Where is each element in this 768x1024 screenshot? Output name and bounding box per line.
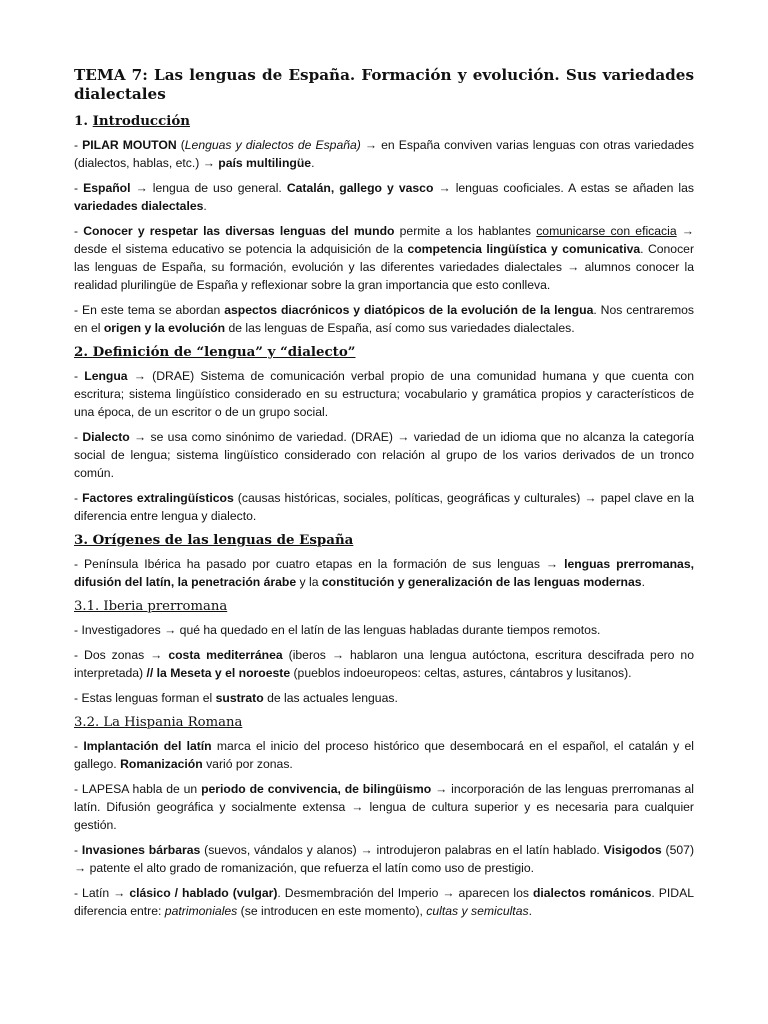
text-bold: lenguas prerromanas, difusión del latín, la penetración árabe (74, 557, 694, 589)
text-bold: Español (83, 181, 131, 195)
section-title: 2. Definición de “lengua” y “dialecto” (74, 344, 356, 360)
paragraph-lapesa (74, 780, 694, 834)
text-underlined: comunicarse con eficacia (536, 224, 677, 238)
text: → desde el sistema educativo se potencia la adquisición de la (74, 224, 694, 256)
text-bold: Implantación del latín (83, 739, 212, 753)
subsection-heading-iberia: 3.1. Iberia prerromana (74, 599, 228, 614)
text: de las actuales lenguas. (263, 691, 398, 705)
text: - Península Ibérica ha pasado por cuatro etapas en la formación de sus lenguas → (74, 557, 565, 571)
text-bold: aspectos diacrónicos y diatópicos de la evolución de la lengua (224, 303, 594, 317)
text: . Desmembración del Imperio → aparecen los (277, 886, 533, 900)
paragraph-pilar-mouton (74, 136, 694, 172)
paragraph-conocer-respetar (74, 222, 694, 294)
text: → en España conviven varias lenguas con otras variedades (dialectos, hablas, etc.) → (74, 138, 694, 170)
text: permite a los hablantes (394, 224, 537, 238)
paragraph-dialecto (74, 428, 694, 482)
text-bold: Conocer y respetar las diversas lenguas del mundo (83, 224, 395, 238)
paragraph-latin (74, 884, 694, 920)
text-bold: país multilingüe (218, 156, 312, 170)
text: → incorporación de las lenguas prerromanas al latín. Difusión geográfica y socialmente extensa → lengua de cultura superior y es necesaria para cualquier gestión. (74, 782, 695, 832)
text-bold: costa mediterránea (168, 648, 283, 662)
text: - Investigadores → qué ha quedado en el latín de las lenguas habladas durante tiempos remotos. (74, 623, 601, 637)
section-title: Introducción (92, 113, 190, 129)
text: (iberos → hablaron una lengua autóctona, escritura descifrada pero no interpretada) (74, 648, 694, 680)
text: - (74, 491, 83, 505)
text: . (311, 156, 315, 170)
paragraph-peninsula (74, 555, 694, 591)
paragraph-implantacion (74, 737, 694, 773)
paragraph-espanol (74, 179, 694, 215)
text-bold: Lengua (84, 369, 128, 383)
section-title: 3. Orígenes de las lenguas de España (74, 532, 354, 548)
text: - LAPESA habla de un (74, 782, 202, 796)
text-bold: periodo de convivencia, de bilingüismo (201, 782, 432, 796)
text: varió por zonas. (202, 757, 293, 771)
text: . (203, 199, 207, 213)
text: - En este tema se abordan (74, 303, 225, 317)
text-bold: sustrato (215, 691, 264, 705)
text: - (74, 138, 83, 152)
text: (507) → patente el alto grado de romanización, que refuerza el latín como uso de prestigio. (74, 843, 694, 875)
text-bold: Catalán, gallego y vasco (286, 181, 434, 195)
text: y la (296, 575, 322, 589)
paragraph-investigadores (74, 621, 694, 639)
text-bold: variedades dialectales (74, 199, 204, 213)
text-bold: clásico / hablado (vulgar) (129, 886, 278, 900)
text: → se usa como sinónimo de variedad. (DRAE) → variedad de un idioma que no alcanza la categoría social de lengua; sistema lingüístico considerado con relación al grupo de los varios derivados de un tronco común. (74, 430, 694, 480)
text: - (74, 369, 85, 383)
text: - (74, 181, 84, 195)
text-bold: competencia lingüística y comunicativa (407, 242, 641, 256)
section-heading-origenes (74, 532, 694, 549)
text: (suevos, vándalos y alanos) → introdujeron palabras en el latín hablado. (200, 843, 604, 857)
text: marca el inicio del proceso histórico que desembocará en el español, el catalán y el gallego. (74, 739, 694, 771)
section-number: 1. (74, 113, 93, 129)
paragraph-en-este-tema (74, 301, 694, 337)
paragraph-factores (74, 489, 694, 525)
text-bold: Dialecto (82, 430, 130, 444)
text-bold: PILAR MOUTON (82, 138, 177, 152)
text: - Estas lenguas forman el (74, 691, 216, 705)
text: . (528, 904, 532, 918)
text: → lengua de uso general. (130, 181, 287, 195)
subsection-heading-hispania: 3.2. La Hispania Romana (74, 715, 243, 730)
text: ( (176, 138, 185, 152)
paragraph-invasiones (74, 841, 694, 877)
section-heading-introduccion (74, 113, 694, 130)
section-heading-definicion (74, 344, 694, 361)
text: - (74, 843, 82, 857)
document-title: TEMA 7: Las lenguas de España. Formación y evolución. Sus variedades dialectales (74, 66, 694, 103)
text-bold: Invasiones bárbaras (81, 843, 201, 857)
text: . Nos centraremos en el (74, 303, 694, 335)
text: → lenguas cooficiales. A estas se añaden las (433, 181, 694, 195)
text-italic: Lenguas y dialectos de España) (184, 138, 361, 152)
text: - Dos zonas → (74, 648, 169, 662)
text-bold: dialectos románicos (532, 886, 652, 900)
text: . Conocer las lenguas de España, su formación, evolución y las diferentes variedades dialectales → alumnos conocer la realidad plurilingüe de España y reflexionar sobre la gran importancia que esto conlleva. (74, 242, 695, 292)
text: . (641, 575, 645, 589)
text: (causas históricas, sociales, políticas, geográficas y culturales) → papel clave en la diferencia entre lengua y dialecto. (74, 491, 694, 523)
text-bold: Visigodos (603, 843, 662, 857)
text-bold: Romanización (120, 757, 203, 771)
text-italic: cultas y semicultas (426, 904, 529, 918)
text: (se introducen en este momento), (237, 904, 427, 918)
text-bold: constitución y generalización de las lenguas modernas (321, 575, 642, 589)
text-italic: patrimoniales (164, 904, 238, 918)
text: - (74, 739, 84, 753)
text: → (DRAE) Sistema de comunicación verbal propio de una comunidad humana y que cuenta con escritura; sistema lingüístico considerado en su estructura; vocabulario y gramática propios y característicos de una época, de un escritor o de un grupo social. (74, 369, 694, 419)
text: (pueblos indoeuropeos: celtas, astures, cántabros y lusitanos). (290, 666, 632, 680)
paragraph-sustrato (74, 689, 694, 707)
text: - Latín → (74, 886, 130, 900)
text: de las lenguas de España, así como sus variedades dialectales. (225, 321, 575, 335)
text-bold: origen y la evolución (103, 321, 226, 335)
text: - (74, 224, 84, 238)
text-bold: Factores extralingüísticos (82, 491, 234, 505)
text: . PIDAL diferencia entre: (74, 886, 695, 918)
text: - (74, 430, 83, 444)
paragraph-lengua (74, 367, 694, 421)
text-bold: // la Meseta y el noroeste (146, 666, 291, 680)
paragraph-dos-zonas (74, 646, 694, 682)
